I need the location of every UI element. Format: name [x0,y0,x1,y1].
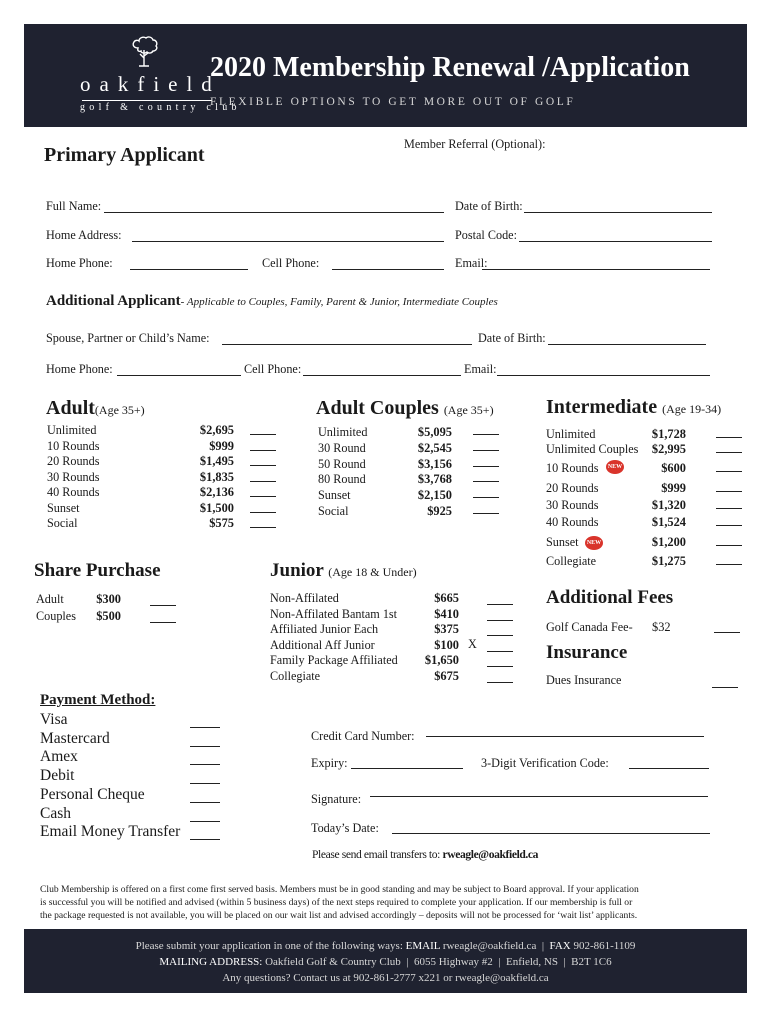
full-name-label: Full Name: [46,199,102,213]
couples-option-select-field[interactable] [473,434,499,435]
intermediate-option-price: $999 [661,481,686,495]
couples-option-price: $3,156 [417,456,452,471]
couples-option-label: 30 Round [318,440,366,455]
footer-sep: | [498,956,501,968]
additional-applicant-note: - Applicable to Couples, Family, Parent & Junior, Intermediate Couples [180,296,498,308]
footer-town: Enfield, NS [506,956,558,968]
adult-heading [46,397,145,420]
adult-option-price: $999 [209,438,234,453]
adult-option-label: 30 Rounds [47,469,100,484]
payment-method-select-field[interactable] [190,802,220,803]
home-address-label: Home Address: [46,228,122,242]
golf-canada-fee-field[interactable] [714,632,740,633]
share-option-price: $500 [96,609,121,623]
notice-line-1: Club Membership is offered on a first come first served basis. Members must be in good standing and may be subject to Board approval. If your application [40,884,639,895]
junior-option-price: $1,650 [424,653,459,668]
intermediate-option-label: 20 Rounds [546,481,599,495]
intermediate-option-select-field[interactable] [716,508,742,509]
credit-card-number-field[interactable] [426,736,704,737]
couples-option-label: 80 Round [318,472,366,487]
golf-canada-fee-label: Golf Canada Fee- [546,620,633,634]
payment-method-label: Cash [40,804,71,822]
junior-multiplier: X [468,637,477,651]
cell-phone-field[interactable] [332,269,444,270]
payment-method-label: Personal Cheque [40,785,145,803]
intermediate-heading [546,396,721,419]
payment-method-label: Amex [40,748,78,766]
junior-option-price: $675 [434,669,459,683]
couples-option-select-field[interactable] [473,497,499,498]
postal-code-field[interactable] [519,241,712,242]
couples-option-select-field[interactable] [473,450,499,451]
junior-option-label: Collegiate [270,669,321,683]
primary-applicant-heading: Primary Applicant [44,144,205,166]
todays-date-label: Today’s Date: [311,821,379,835]
junior-option-select-field[interactable] [487,682,513,683]
payment-method-select-field[interactable] [190,727,220,728]
couples-option-price: $2,545 [417,440,452,455]
intermediate-option-price: $2,995 [651,442,686,456]
spouse-name-label: Spouse, Partner or Child’s Name: [46,331,210,345]
footer-sep: | [406,956,409,968]
payment-method-select-field[interactable] [190,839,220,840]
share-option-select-field[interactable] [150,622,176,623]
adult-couples-title: Adult Couples [316,397,439,419]
share-option-label: Couples [36,609,76,623]
home-phone-field[interactable] [130,269,248,270]
adult-option-price: $1,500 [199,500,234,515]
additional-home-phone-label: Home Phone: [46,362,113,376]
share-option-select-field[interactable] [150,605,176,606]
additional-dob-label: Date of Birth: [478,331,546,345]
couples-option-label: Sunset [318,488,351,503]
junior-option-select-field[interactable] [487,651,513,652]
couples-option-price: $2,150 [417,488,452,503]
signature-field[interactable] [370,796,708,797]
additional-fees-heading: Additional Fees [546,587,674,608]
footer-mail-label: MAILING ADDRESS: [159,956,263,968]
spouse-name-field[interactable] [222,344,472,345]
intermediate-option-select-field[interactable] [716,545,742,546]
intermediate-option-price: $1,275 [651,554,686,568]
share-option-label: Adult [36,592,64,606]
additional-home-phone-field[interactable] [117,375,241,376]
additional-cell-phone-label: Cell Phone: [244,362,302,376]
adult-option-select-field[interactable] [250,450,276,451]
junior-age: (Age 18 & Under) [328,565,417,579]
adult-option-price: $2,695 [199,423,234,437]
email-transfer-address: rweagle@oakfield.ca [442,848,539,861]
intermediate-option-label: Sunset [546,535,579,549]
home-phone-label: Home Phone: [46,256,113,270]
footer-street: 6055 Highway #2 [413,956,493,968]
email-field[interactable] [482,269,710,270]
dob-label: Date of Birth: [455,199,523,213]
intermediate-option-select-field[interactable] [716,525,742,526]
expiry-field[interactable] [351,768,463,769]
junior-option-price: $665 [434,591,459,605]
share-option-price: $300 [96,592,121,606]
new-badge-icon: NEW [585,536,603,550]
todays-date-field[interactable] [392,833,710,834]
adult-option-select-field[interactable] [250,527,276,528]
insurance-heading: Insurance [546,642,628,663]
footer-email-label: EMAIL [405,940,441,952]
junior-option-label: Family Package Affiliated [270,653,398,668]
footer-submit-text: Please submit your application in one of the following ways: [135,940,403,952]
intermediate-option-label: Unlimited [546,427,596,441]
footer-sep: | [563,956,566,968]
footer-postal: B2T 1C6 [571,956,612,968]
intermediate-option-label: Unlimited Couples [546,442,639,456]
email-transfer-text: Please send email transfers to: [312,848,440,861]
adult-couples-age: (Age 35+) [443,403,494,417]
couples-option-select-field[interactable] [473,466,499,467]
adult-option-label: Unlimited [47,423,97,437]
payment-method-heading: Payment Method: [40,692,156,708]
additional-email-field[interactable] [497,375,710,376]
signature-label: Signature: [311,792,362,806]
footer-email[interactable]: rweagle@oakfield.ca [442,940,537,952]
notice-line-2: is successful you will be notified and advised (within 5 business days) of the next steps required to complete your application. If our membership is full or [40,897,633,908]
intermediate-title: Intermediate [546,396,658,418]
logo-subtitle: golf & country club [80,102,241,113]
junior-option-select-field[interactable] [487,620,513,621]
adult-option-price: $1,835 [199,469,234,484]
adult-option-price: $1,495 [199,454,234,468]
new-badge-icon: NEW [606,460,624,474]
intermediate-option-label: 10 Rounds [546,461,599,475]
footer-questions: Any questions? Contact us at 902-861-2777 x221 or rweagle@oakfield.ca [222,972,549,984]
intermediate-option-label: 40 Rounds [546,515,599,529]
adult-option-select-field[interactable] [250,434,276,435]
intermediate-option-select-field[interactable] [716,452,742,453]
payment-method-label: Debit [40,767,75,785]
adult-option-label: 10 Rounds [47,438,100,453]
additional-email-label: Email: [464,362,497,376]
adult-option-label: Social [47,516,78,530]
adult-option-price: $2,136 [199,485,234,499]
junior-option-price: $375 [434,622,459,637]
junior-option-label: Non-Affilated [270,591,339,605]
expiry-label: Expiry: [311,756,348,770]
email-label: Email: [455,256,488,270]
adult-option-select-field[interactable] [250,465,276,466]
cell-phone-label: Cell Phone: [262,256,320,270]
additional-applicant-title: Additional Applicant [46,293,181,309]
payment-method-select-field[interactable] [190,821,220,822]
intermediate-option-price: $1,200 [651,535,686,549]
adult-option-label: 40 Rounds [47,485,100,499]
dues-insurance-field[interactable] [712,687,738,688]
golf-canada-fee-price: $32 [652,620,671,634]
share-purchase-heading: Share Purchase [34,560,161,581]
member-referral-label: Member Referral (Optional): [404,137,546,151]
adult-option-price: $575 [209,516,234,530]
intermediate-option-select-field[interactable] [716,471,742,472]
payment-method-label: Visa [40,711,68,728]
notice-line-3: the package requested is not available, you will be placed on our wait list and advised accordingly – deposits will not be processed for ‘wait list’ applicants. [40,910,638,921]
payment-method-select-field[interactable] [190,783,220,784]
junior-option-select-field[interactable] [487,635,513,636]
additional-cell-phone-field[interactable] [303,375,461,376]
additional-dob-field[interactable] [548,344,706,345]
adult-option-select-field[interactable] [250,496,276,497]
footer-address-line [24,956,747,968]
intermediate-option-price: $1,728 [651,427,686,441]
junior-option-select-field[interactable] [487,666,513,667]
adult-option-label: 20 Rounds [47,454,100,468]
additional-applicant-heading [46,293,498,310]
intermediate-option-price: $600 [661,461,686,475]
footer-fax: 902-861-1109 [573,940,636,952]
couples-option-select-field[interactable] [473,513,499,514]
couples-option-price: $3,768 [417,472,452,487]
payment-method-select-field[interactable] [190,746,220,747]
adult-option-label: Sunset [47,500,80,515]
cvc-field[interactable] [629,768,709,769]
footer-sep: | [541,940,545,952]
cvc-label: 3-Digit Verification Code: [481,756,609,770]
payment-method-label: Email Money Transfer [40,823,181,841]
adult-option-select-field[interactable] [250,512,276,513]
dob-field[interactable] [524,212,712,213]
payment-method-label: Mastercard [40,729,110,747]
footer-mail: Oakfield Golf & Country Club [265,956,401,968]
junior-option-label: Non-Affilated Bantam 1st [270,606,398,621]
adult-title: Adult [46,397,95,419]
payment-method-select-field[interactable] [190,764,220,765]
couples-option-label: Unlimited [318,425,368,439]
intermediate-option-price: $1,524 [651,515,686,529]
dues-insurance-label: Dues Insurance [546,673,622,687]
intermediate-option-label: 30 Rounds [546,498,599,512]
footer-submit-line [24,940,747,952]
couples-option-price: $925 [427,504,452,518]
junior-option-price: $100 [434,637,459,652]
junior-option-label: Affiliated Junior Each [270,622,379,637]
junior-title: Junior [270,560,324,581]
couples-option-select-field[interactable] [473,481,499,482]
adult-couples-heading [316,397,494,420]
oak-tree-icon [124,34,164,70]
couples-option-label: Social [318,504,349,518]
intermediate-option-select-field[interactable] [716,491,742,492]
intermediate-option-select-field[interactable] [716,564,742,565]
header-banner [24,24,747,127]
email-transfer-note [312,848,538,861]
page-title: 2020 Membership Renewal /Application [210,52,690,83]
full-name-field[interactable] [104,212,444,213]
home-address-field[interactable] [132,241,444,242]
intermediate-age: (Age 19-34) [662,402,722,416]
page-subtitle: FLEXIBLE OPTIONS TO GET MORE OUT OF GOLF [210,96,576,108]
credit-card-number-label: Credit Card Number: [311,729,415,743]
footer-banner [24,929,747,993]
junior-heading [270,560,417,582]
adult-option-select-field[interactable] [250,481,276,482]
junior-option-label: Additional Aff Junior [270,637,375,652]
intermediate-option-select-field[interactable] [716,437,742,438]
footer-fax-label: FAX [549,940,571,952]
intermediate-option-price: $1,320 [651,498,686,512]
couples-option-label: 50 Round [318,456,366,471]
junior-option-price: $410 [434,606,459,621]
adult-age: (Age 35+) [94,403,145,417]
junior-option-select-field[interactable] [487,604,513,605]
postal-code-label: Postal Code: [455,228,517,242]
logo-name: oakfield [80,72,221,96]
couples-option-price: $5,095 [417,425,452,439]
intermediate-option-label: Collegiate [546,554,597,568]
logo-divider [82,100,212,101]
